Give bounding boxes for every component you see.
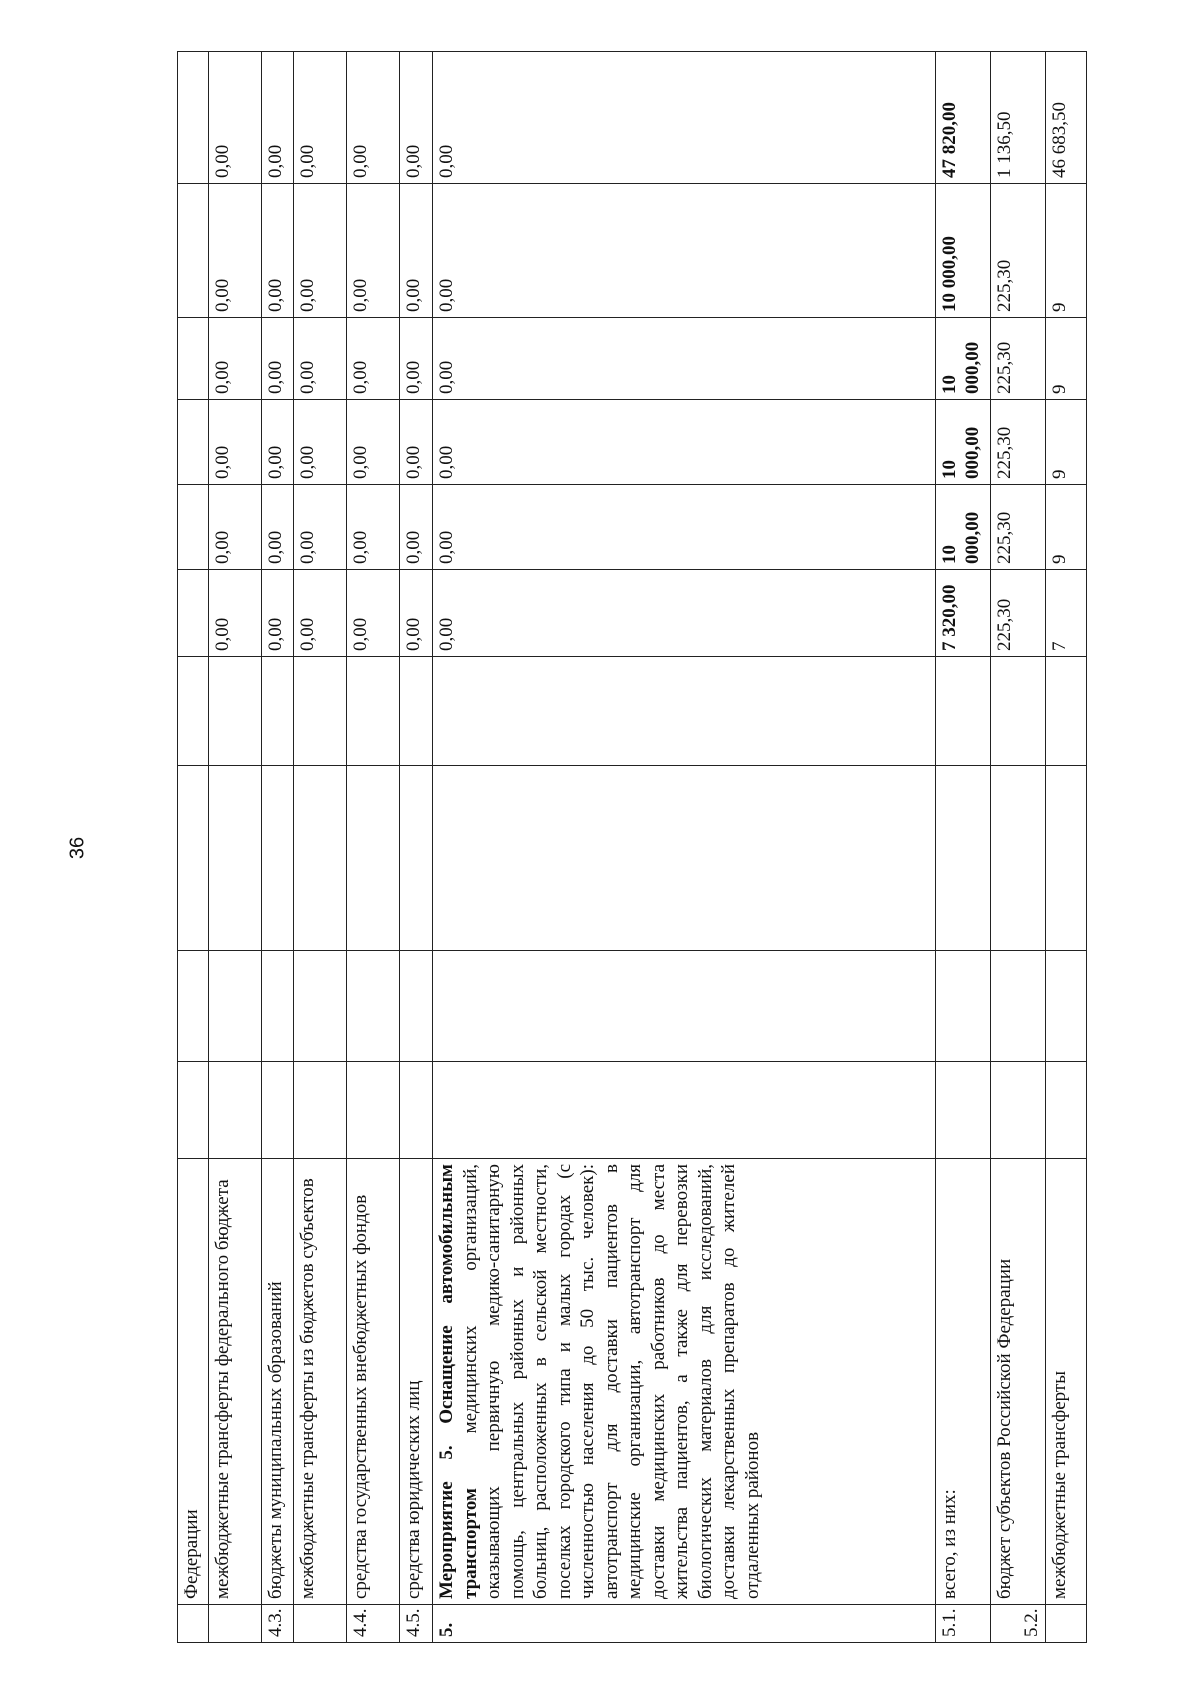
cell <box>433 766 936 951</box>
cell: 0,00 <box>347 318 400 400</box>
row-name: межбюджетные трансферты <box>1046 1159 1087 1605</box>
cell: 0,00 <box>208 570 261 657</box>
row-name: бюджет субъектов Российской Федерации <box>991 1159 1046 1605</box>
cell <box>208 657 261 766</box>
budget-table <box>177 51 1087 1643</box>
cell: 0,00 <box>400 570 433 657</box>
row-number: 4.4. <box>347 1605 400 1643</box>
cell: 10 000,00 <box>935 318 990 400</box>
cell: 0,00 <box>433 318 936 400</box>
cell <box>433 1062 936 1159</box>
cell: 0,00 <box>208 485 261 570</box>
table-row <box>991 52 1046 1643</box>
cell: 225,30 <box>991 318 1046 400</box>
table-row <box>261 52 294 1643</box>
row-name: межбюджетные трансферты федерального бюджета <box>208 1159 261 1605</box>
cell <box>347 657 400 766</box>
row-name: средства государственных внебюджетных фондов <box>347 1159 400 1605</box>
cell: 0,00 <box>433 400 936 485</box>
rotated-table-wrapper <box>177 52 1087 1643</box>
cell <box>178 1062 209 1159</box>
cell <box>294 657 347 766</box>
cell <box>1046 951 1087 1062</box>
cell: 47 820,00 <box>935 52 990 184</box>
cell <box>935 657 990 766</box>
cell <box>178 570 209 657</box>
cell: 7 <box>1046 570 1087 657</box>
cell: 0,00 <box>261 318 294 400</box>
row-name: всего, из них: <box>935 1159 990 1605</box>
cell: 0,00 <box>261 570 294 657</box>
cell <box>991 766 1046 951</box>
cell: 0,00 <box>433 485 936 570</box>
cell <box>261 951 294 1062</box>
cell: 10 000,00 <box>935 184 990 318</box>
cell: 0,00 <box>294 570 347 657</box>
cell: 0,00 <box>433 52 936 184</box>
cell <box>1046 766 1087 951</box>
cell <box>935 1062 990 1159</box>
cell: 9 <box>1046 318 1087 400</box>
cell <box>178 766 209 951</box>
cell: 225,30 <box>991 485 1046 570</box>
cell: 0,00 <box>208 318 261 400</box>
cell: 0,00 <box>400 400 433 485</box>
cell: 0,00 <box>433 570 936 657</box>
cell <box>178 184 209 318</box>
cell: 0,00 <box>294 400 347 485</box>
cell: 0,00 <box>347 485 400 570</box>
cell <box>178 318 209 400</box>
cell: 0,00 <box>208 52 261 184</box>
measure-title: Мероприятие 5. Оснащение автомобильным транспортом <box>436 1164 481 1599</box>
cell: 0,00 <box>400 52 433 184</box>
cell <box>347 766 400 951</box>
cell: 10 000,00 <box>935 485 990 570</box>
cell <box>400 657 433 766</box>
row-number <box>178 1605 209 1643</box>
cell <box>261 766 294 951</box>
cell: 0,00 <box>208 184 261 318</box>
cell: 0,00 <box>433 184 936 318</box>
cell: 225,30 <box>991 400 1046 485</box>
cell <box>208 951 261 1062</box>
row-number <box>294 1605 347 1643</box>
cell: 7 320,00 <box>935 570 990 657</box>
cell: 9 <box>1046 184 1087 318</box>
cell <box>347 1062 400 1159</box>
cell: 0,00 <box>261 485 294 570</box>
table-row <box>178 52 209 1643</box>
cell: 225,30 <box>991 184 1046 318</box>
cell: 1 136,50 <box>991 52 1046 184</box>
table-row <box>433 52 936 1643</box>
cell: 0,00 <box>347 570 400 657</box>
row-number: 5.1. <box>935 1605 990 1643</box>
cell <box>991 657 1046 766</box>
cell <box>400 766 433 951</box>
cell: 0,00 <box>208 400 261 485</box>
cell <box>935 951 990 1062</box>
cell: 46 683,50 <box>1046 52 1087 184</box>
cell: 0,00 <box>347 184 400 318</box>
cell: 9 <box>1046 400 1087 485</box>
cell <box>347 951 400 1062</box>
cell <box>991 951 1046 1062</box>
table-row <box>400 52 433 1643</box>
cell: 0,00 <box>261 400 294 485</box>
cell <box>294 951 347 1062</box>
row-number: 5. <box>433 1605 936 1643</box>
page-number: 36 <box>66 836 89 860</box>
cell <box>294 1062 347 1159</box>
cell <box>400 951 433 1062</box>
cell <box>178 52 209 184</box>
cell <box>261 657 294 766</box>
row-name: бюджеты муниципальных образований <box>261 1159 294 1605</box>
row-number: 4.3. <box>261 1605 294 1643</box>
row-name <box>433 1159 936 1605</box>
row-number: 4.5. <box>400 1605 433 1643</box>
cell: 0,00 <box>294 184 347 318</box>
cell <box>1046 1062 1087 1159</box>
cell: 0,00 <box>261 184 294 318</box>
cell: 9 <box>1046 485 1087 570</box>
cell <box>178 657 209 766</box>
cell: 0,00 <box>400 318 433 400</box>
cell <box>178 400 209 485</box>
cell <box>400 1062 433 1159</box>
cell <box>178 951 209 1062</box>
row-name: средства юридических лиц <box>400 1159 433 1605</box>
cell <box>208 1062 261 1159</box>
cell: 0,00 <box>294 485 347 570</box>
table-row <box>935 52 990 1643</box>
cell <box>991 1062 1046 1159</box>
cell: 225,30 <box>991 570 1046 657</box>
cell: 0,00 <box>400 184 433 318</box>
table-row <box>347 52 400 1643</box>
cell <box>208 766 261 951</box>
cell: 0,00 <box>261 52 294 184</box>
row-name: межбюджетные трансферты из бюджетов субъектов <box>294 1159 347 1605</box>
cell: 0,00 <box>294 52 347 184</box>
row-number: 5.2. <box>991 1605 1046 1643</box>
cell: 0,00 <box>347 52 400 184</box>
cell: 10 000,00 <box>935 400 990 485</box>
table-row <box>208 52 261 1643</box>
row-number <box>208 1605 261 1643</box>
cell <box>178 485 209 570</box>
cell <box>294 766 347 951</box>
cell <box>1046 657 1087 766</box>
measure-description: медицинских организаций, оказывающих первичную медико-санитарную помощь, центральных районных и районных больниц, расположенных в сельской местности, поселках городского типа и малых городах (с численностью населения до 50 тыс. человек): автотранспорт для доставки пациентов в медицинские организации, автотранспорт для доставки медицинских работников до места жительства пациентов, а также для перевозки биологических материалов для исследований, доставки лекарственных препаратов до жителей отдаленных районов <box>459 1164 763 1599</box>
cell: 0,00 <box>294 318 347 400</box>
table-row <box>294 52 347 1643</box>
cell: 0,00 <box>347 400 400 485</box>
cell <box>935 766 990 951</box>
cell <box>433 951 936 1062</box>
cell: 0,00 <box>400 485 433 570</box>
cell <box>261 1062 294 1159</box>
row-number <box>1046 1605 1087 1643</box>
cell <box>433 657 936 766</box>
table-row <box>1046 52 1087 1643</box>
row-name: Федерации <box>178 1159 209 1605</box>
